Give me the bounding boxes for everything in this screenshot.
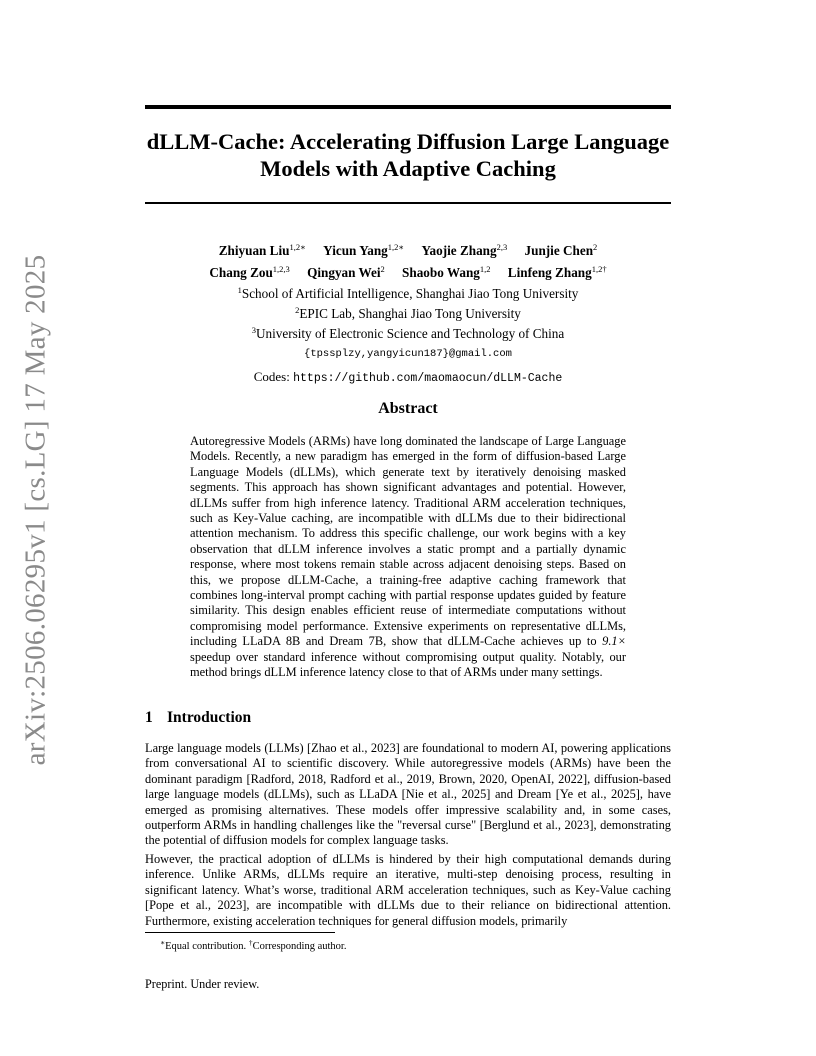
section-heading-introduction	[145, 709, 671, 727]
title-bottom-rule	[145, 202, 671, 204]
author-block	[145, 238, 671, 390]
affiliation: $^1$School of Artificial Intelligence, Shanghai Jiao Tong University	[237, 285, 579, 301]
speedup-value: 9.1×	[602, 634, 626, 649]
author: Qingyan Wei$^2$	[307, 264, 385, 280]
paper-title	[145, 128, 671, 182]
author: Zhiyuan Liu$^{1,2∗}$	[218, 242, 306, 258]
section-number: 1	[145, 709, 153, 726]
footnote-rule	[145, 932, 335, 933]
preprint-notice: Preprint. Under review.	[145, 977, 260, 991]
title-top-rule	[145, 105, 671, 109]
footnote: ∗Equal contribution. †Corresponding author.	[160, 938, 347, 952]
section-title: Introduction	[167, 709, 252, 726]
author: Chang Zou$^{1,2,3}$	[209, 264, 290, 280]
author: Shaobo Wang$^{1,2}$	[402, 264, 491, 280]
introduction-paragraph-2: However, the practical adoption of dLLMs is hindered by their high computational demands during inference. Unlike ARMs, dLLMs require an iterative, multi-step denoising process, resulting in significant latency. What’s worse, traditional ARM acceleration techniques, such as Key-Value caching [Pope et al., 2023], are incompatible with dLLMs due to their reliance on bidirectional attention. Furthermore, existing acceleration techniques for general diffusion models, primarily	[145, 852, 671, 928]
code-link-line	[145, 366, 671, 390]
codes-label: Codes:	[253, 369, 290, 384]
contact-email[interactable]: {tpssplzy,yangyicun187}@gmail.com	[304, 348, 512, 360]
introduction-paragraph-1: Large language models (LLMs) [Zhao et al., 2023] are foundational to modern AI, powering applications from conversational AI to scientific discovery. While autoregressive models (ARMs) have been the dominant paradigm [Radford, 2018, Radford et al., 2019, Brown, 2020, OpenAI, 2022], diffusion-based large language models (dLLMs), such as LLaDA [Nie et al., 2025] and Dream [Ye et al., 2025], have emerged as promising alternatives. These models offer impressive scalability and, in some cases, outperform ARMs in handling challenges like the "reversal curse" [Berglund et al., 2023], demonstrating the potential of diffusion models for complex language tasks.	[145, 741, 671, 848]
author: Linfeng Zhang$^{1,2\dagger}$	[507, 264, 607, 280]
author-line-1	[145, 238, 671, 260]
title-line-1: dLLM-Cache: Accelerating Diffusion Large Language	[146, 129, 670, 154]
author-line-2	[145, 260, 671, 282]
author: Yicun Yang$^{1,2∗}$	[323, 242, 405, 258]
code-repository-link[interactable]: https://github.com/maomaocun/dLLM-Cache	[293, 372, 563, 385]
author: Yaojie Zhang$^{2,3}$	[421, 242, 508, 258]
author: Junjie Chen$^2$	[524, 242, 598, 258]
abstract-heading: Abstract	[378, 400, 438, 417]
arxiv-identifier-text: arXiv:2506.06295v1 [cs.LG] 17 May 2025	[19, 254, 52, 766]
abstract-body: Autoregressive Models (ARMs) have long dominated the landscape of Large Language Models. Recently, a new paradigm has emerged in the form of diffusion-based Large Language Models (dLLMs), which generate text by iteratively denoising masked segments. This approach has shown significant advantages and potential. However, dLLMs suffer from high inference latency. Traditional ARM acceleration techniques, such as Key-Value caching, are incompatible with dLLMs due to their bidirectional attention mechanism. To address this specific challenge, our work begins with a key observation that dLLM inference involves a static prompt and a partially dynamic response, where most tokens remain stable across adjacent denoising steps. Based on this, we propose dLLM-Cache, a training-free adaptive caching framework that combines long-interval prompt caching with partial response updates guided by feature similarity. This design enables efficient reuse of intermediate computations without compromising model performance. Extensive experiments on representative dLLMs, including LLaDA 8B and Dream 7B, show that dLLM-Cache achieves up to 9.1× speedup over standard inference without compromising output quality. Notably, our method brings dLLM inference latency close to that of ARMs under many settings.	[190, 434, 626, 680]
title-line-2: Models with Adaptive Caching	[260, 156, 556, 181]
affiliation: $^2$EPIC Lab, Shanghai Jiao Tong University	[295, 305, 521, 321]
arxiv-identifier-stamp	[16, 254, 56, 766]
affiliation: $^3$University of Electronic Science and Technology of China	[251, 325, 565, 341]
